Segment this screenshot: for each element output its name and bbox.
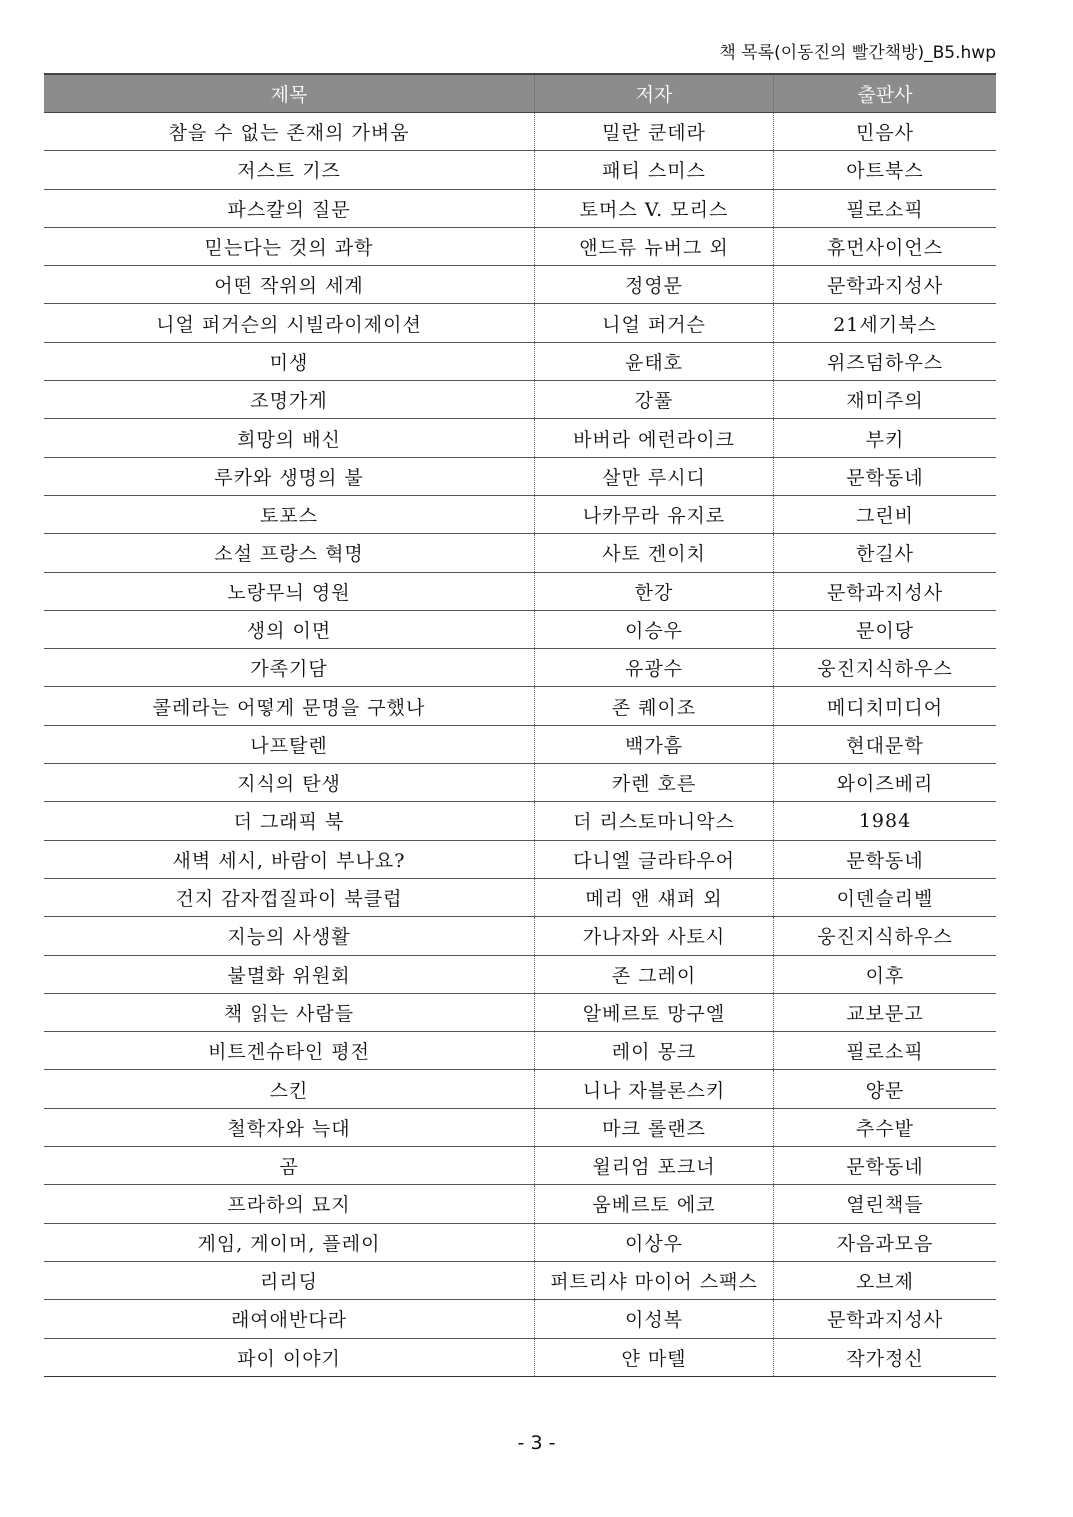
book-author-cell: 바버라 에런라이크 (535, 419, 774, 457)
table-row (44, 381, 996, 419)
book-author-cell: 유광수 (535, 649, 774, 687)
book-author-cell: 움베르토 에코 (535, 1185, 774, 1223)
table-row (44, 419, 996, 457)
book-publisher-cell: 이후 (774, 955, 997, 993)
table-row (44, 1223, 996, 1261)
book-author-cell: 퍼트리샤 마이어 스팩스 (535, 1261, 774, 1299)
table-row (44, 1108, 996, 1146)
book-publisher-cell: 아트북스 (774, 151, 997, 189)
book-title-cell: 믿는다는 것의 과학 (44, 227, 535, 265)
book-author-cell: 더 리스토마니악스 (535, 802, 774, 840)
book-publisher-cell: 문학과지성사 (774, 266, 997, 304)
book-author-cell: 니얼 퍼거슨 (535, 304, 774, 342)
book-author-cell: 존 그레이 (535, 955, 774, 993)
table-row (44, 304, 996, 342)
book-title-cell: 건지 감자껍질파이 북클럽 (44, 878, 535, 916)
book-publisher-cell: 문학과지성사 (774, 572, 997, 610)
book-title-cell: 리리딩 (44, 1261, 535, 1299)
book-title-cell: 스킨 (44, 1070, 535, 1108)
book-author-cell: 토머스 V. 모리스 (535, 189, 774, 227)
book-publisher-cell: 추수밭 (774, 1108, 997, 1146)
book-author-cell: 한강 (535, 572, 774, 610)
table-row (44, 649, 996, 687)
book-title-cell: 책 읽는 사람들 (44, 993, 535, 1031)
table-row (44, 1261, 996, 1299)
book-author-cell: 정영문 (535, 266, 774, 304)
book-title-cell: 소설 프랑스 혁명 (44, 534, 535, 572)
table-row (44, 1300, 996, 1338)
book-publisher-cell: 필로소픽 (774, 1032, 997, 1070)
table-row (44, 917, 996, 955)
book-title-cell: 지식의 탄생 (44, 764, 535, 802)
book-author-cell: 니나 자블론스키 (535, 1070, 774, 1108)
book-author-cell: 강풀 (535, 381, 774, 419)
book-author-cell: 알베르토 망구엘 (535, 993, 774, 1031)
book-publisher-cell: 웅진지식하우스 (774, 917, 997, 955)
book-title-cell: 나프탈렌 (44, 725, 535, 763)
table-row (44, 1147, 996, 1185)
book-title-cell: 지능의 사생활 (44, 917, 535, 955)
table-row (44, 840, 996, 878)
book-author-cell: 레이 몽크 (535, 1032, 774, 1070)
book-publisher-cell: 문학과지성사 (774, 1300, 997, 1338)
book-author-cell: 존 퀘이조 (535, 687, 774, 725)
book-title-cell: 니얼 퍼거슨의 시빌라이제이션 (44, 304, 535, 342)
book-publisher-cell: 열린책들 (774, 1185, 997, 1223)
table-row (44, 266, 996, 304)
book-author-cell: 가나자와 사토시 (535, 917, 774, 955)
table-row (44, 878, 996, 916)
book-publisher-cell: 한길사 (774, 534, 997, 572)
book-publisher-cell: 문학동네 (774, 457, 997, 495)
book-title-cell: 미생 (44, 342, 535, 380)
book-author-cell: 이승우 (535, 610, 774, 648)
book-publisher-cell: 부키 (774, 419, 997, 457)
document-filename-header: 책 목록(이동진의 빨간책방)_B5.hwp (719, 43, 996, 63)
column-header-author: 저자 (535, 74, 774, 113)
table-row (44, 993, 996, 1031)
book-publisher-cell: 와이즈베리 (774, 764, 997, 802)
book-title-cell: 가족기담 (44, 649, 535, 687)
book-title-cell: 생의 이면 (44, 610, 535, 648)
book-title-cell: 희망의 배신 (44, 419, 535, 457)
book-publisher-cell: 위즈덤하우스 (774, 342, 997, 380)
column-header-title: 제목 (44, 74, 535, 113)
book-title-cell: 새벽 세시, 바람이 부나요? (44, 840, 535, 878)
table-row (44, 802, 996, 840)
column-header-publisher: 출판사 (774, 74, 997, 113)
book-title-cell: 저스트 기즈 (44, 151, 535, 189)
book-publisher-cell: 교보문고 (774, 993, 997, 1031)
book-title-cell: 철학자와 늑대 (44, 1108, 535, 1146)
book-publisher-cell: 휴먼사이언스 (774, 227, 997, 265)
book-publisher-cell: 메디치미디어 (774, 687, 997, 725)
book-title-cell: 파스칼의 질문 (44, 189, 535, 227)
book-author-cell: 나카무라 유지로 (535, 495, 774, 533)
book-author-cell: 앤드류 뉴버그 외 (535, 227, 774, 265)
book-title-cell: 참을 수 없는 존재의 가벼움 (44, 113, 535, 151)
table-row (44, 113, 996, 151)
book-publisher-cell: 재미주의 (774, 381, 997, 419)
book-publisher-cell: 웅진지식하우스 (774, 649, 997, 687)
book-author-cell: 마크 롤랜즈 (535, 1108, 774, 1146)
table-row (44, 764, 996, 802)
book-table-body (44, 113, 996, 1377)
table-row (44, 1185, 996, 1223)
table-row (44, 189, 996, 227)
table-row (44, 342, 996, 380)
book-author-cell: 다니엘 글라타우어 (535, 840, 774, 878)
book-publisher-cell: 문학동네 (774, 1147, 997, 1185)
book-title-cell: 불멸화 위원회 (44, 955, 535, 993)
book-author-cell: 윤태호 (535, 342, 774, 380)
book-list-table (44, 73, 996, 1377)
book-title-cell: 게임, 게이머, 플레이 (44, 1223, 535, 1261)
table-row (44, 151, 996, 189)
book-publisher-cell: 21세기북스 (774, 304, 997, 342)
book-publisher-cell: 오브제 (774, 1261, 997, 1299)
book-title-cell: 루카와 생명의 불 (44, 457, 535, 495)
table-row (44, 610, 996, 648)
book-title-cell: 토포스 (44, 495, 535, 533)
book-title-cell: 곰 (44, 1147, 535, 1185)
book-publisher-cell: 자음과모음 (774, 1223, 997, 1261)
book-author-cell: 살만 루시디 (535, 457, 774, 495)
book-publisher-cell: 문학동네 (774, 840, 997, 878)
table-row (44, 1032, 996, 1070)
book-author-cell: 윌리엄 포크너 (535, 1147, 774, 1185)
book-title-cell: 파이 이야기 (44, 1338, 535, 1376)
book-title-cell: 어떤 작위의 세계 (44, 266, 535, 304)
table-row (44, 725, 996, 763)
book-author-cell: 이상우 (535, 1223, 774, 1261)
table-row (44, 227, 996, 265)
book-author-cell: 이성복 (535, 1300, 774, 1338)
book-author-cell: 밀란 쿤데라 (535, 113, 774, 151)
book-title-cell: 프라하의 묘지 (44, 1185, 535, 1223)
table-row (44, 1070, 996, 1108)
book-publisher-cell: 민음사 (774, 113, 997, 151)
table-row (44, 687, 996, 725)
book-publisher-cell: 필로소픽 (774, 189, 997, 227)
table-row (44, 534, 996, 572)
book-author-cell: 사토 겐이치 (535, 534, 774, 572)
book-title-cell: 래여애반다라 (44, 1300, 535, 1338)
book-author-cell: 패티 스미스 (535, 151, 774, 189)
book-author-cell: 백가흠 (535, 725, 774, 763)
book-publisher-cell: 1984 (774, 802, 997, 840)
book-publisher-cell: 그린비 (774, 495, 997, 533)
book-publisher-cell: 양문 (774, 1070, 997, 1108)
book-title-cell: 더 그래픽 북 (44, 802, 535, 840)
book-title-cell: 비트겐슈타인 평전 (44, 1032, 535, 1070)
book-publisher-cell: 문이당 (774, 610, 997, 648)
table-header-row (44, 74, 996, 113)
book-title-cell: 조명가게 (44, 381, 535, 419)
book-title-cell: 콜레라는 어떻게 문명을 구했나 (44, 687, 535, 725)
book-author-cell: 메리 앤 섀퍼 외 (535, 878, 774, 916)
book-publisher-cell: 현대문학 (774, 725, 997, 763)
table-row (44, 495, 996, 533)
book-author-cell: 카렌 호른 (535, 764, 774, 802)
book-publisher-cell: 이덴슬리벨 (774, 878, 997, 916)
book-publisher-cell: 작가정신 (774, 1338, 997, 1376)
table-row (44, 955, 996, 993)
book-title-cell: 노랑무늬 영원 (44, 572, 535, 610)
table-row (44, 572, 996, 610)
table-row (44, 1338, 996, 1376)
page-number: - 3 - (517, 1432, 556, 1454)
table-row (44, 457, 996, 495)
book-author-cell: 얀 마텔 (535, 1338, 774, 1376)
